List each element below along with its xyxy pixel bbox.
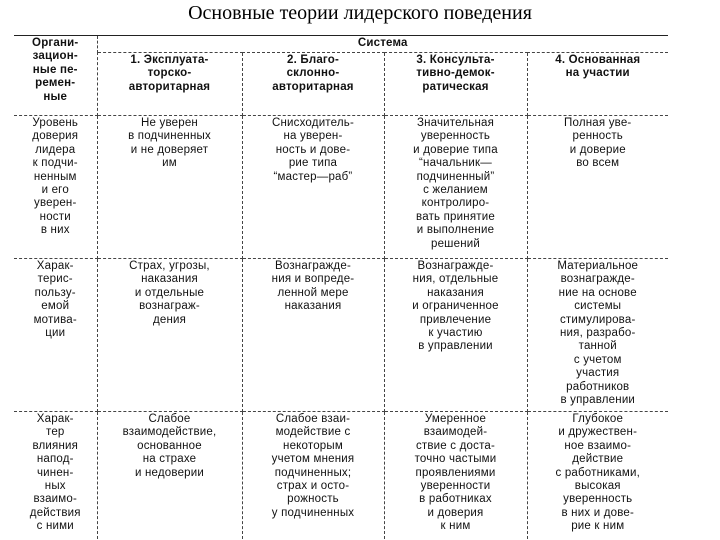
table-cell: Глубокое и дружествен- ное взаимо- действие с работниками, высокая уверенность в них и дове- рие к ним — [555, 413, 640, 533]
table-row — [14, 412, 668, 540]
table-cell: Значительная уверенность и доверие типа “начальник— подчиненный” с желанием контролиро- вать принятие и выполнение решений — [384, 116, 527, 259]
header-system-3: 3. Консульта- тивно-демок- ратическая — [384, 53, 527, 116]
table-cell: Не уверен в подчиненных и не доверяет им — [97, 116, 242, 259]
table-cell: Умеренное взаимодей- ствие с доста- точно частыми проявлениями уверенности в работниках и доверия к ним — [384, 412, 527, 540]
table-cell: Страх, угрозы, наказания и отдельные вознаграж- дения — [97, 259, 242, 412]
row-label: Харак- тер влияния напод- чинен- ных взаимо- действия с ними — [14, 412, 97, 540]
table-cell: Полная уве- ренность и доверие во всем — [527, 116, 668, 259]
header-system-1: 1. Эксплуата- торско- авторитарная — [97, 53, 242, 116]
table-row — [14, 259, 668, 412]
leadership-table — [14, 35, 668, 539]
table-cell: Слабое взаимодействие, основанное на страхе и недоверии — [97, 412, 242, 540]
row-label: Уровень доверия лидера к подчи- ненным и его уверен- ности в них — [14, 116, 97, 259]
table-cell: Вознагражде- ния и вопреде- ленной мере наказания — [242, 259, 384, 412]
header-system-2: 2. Благо- склонно- авторитарная — [242, 53, 384, 116]
row-label: Харак- терис- пользу- емой мотива- ции — [14, 259, 97, 412]
header-system-4: 4. Основанная на участии — [527, 53, 668, 116]
header-variables: Органи- зацион- ные пе- ремен- ные — [14, 36, 97, 116]
header-system: Система — [97, 36, 668, 53]
table-cell: Снисходитель- на уверен- ность и дове- рие типа “мастер—раб” — [242, 116, 384, 259]
page-title: Основные теории лидерского поведения — [188, 2, 532, 24]
table-cell: Вознагражде- ния, отдельные наказания и ограниченное привлечение к участию в управлении — [384, 259, 527, 412]
table-cell: Слабое взаи- модействие с некоторым учетом мнения подчиненных; страх и осто- рожность у подчиненных — [242, 412, 384, 540]
table-cell: Материальное вознагражде- ние на основе системы стимулирова- ния, разрабо- танной с учетом участия работников в управлении — [527, 259, 668, 412]
table-row — [14, 116, 668, 259]
